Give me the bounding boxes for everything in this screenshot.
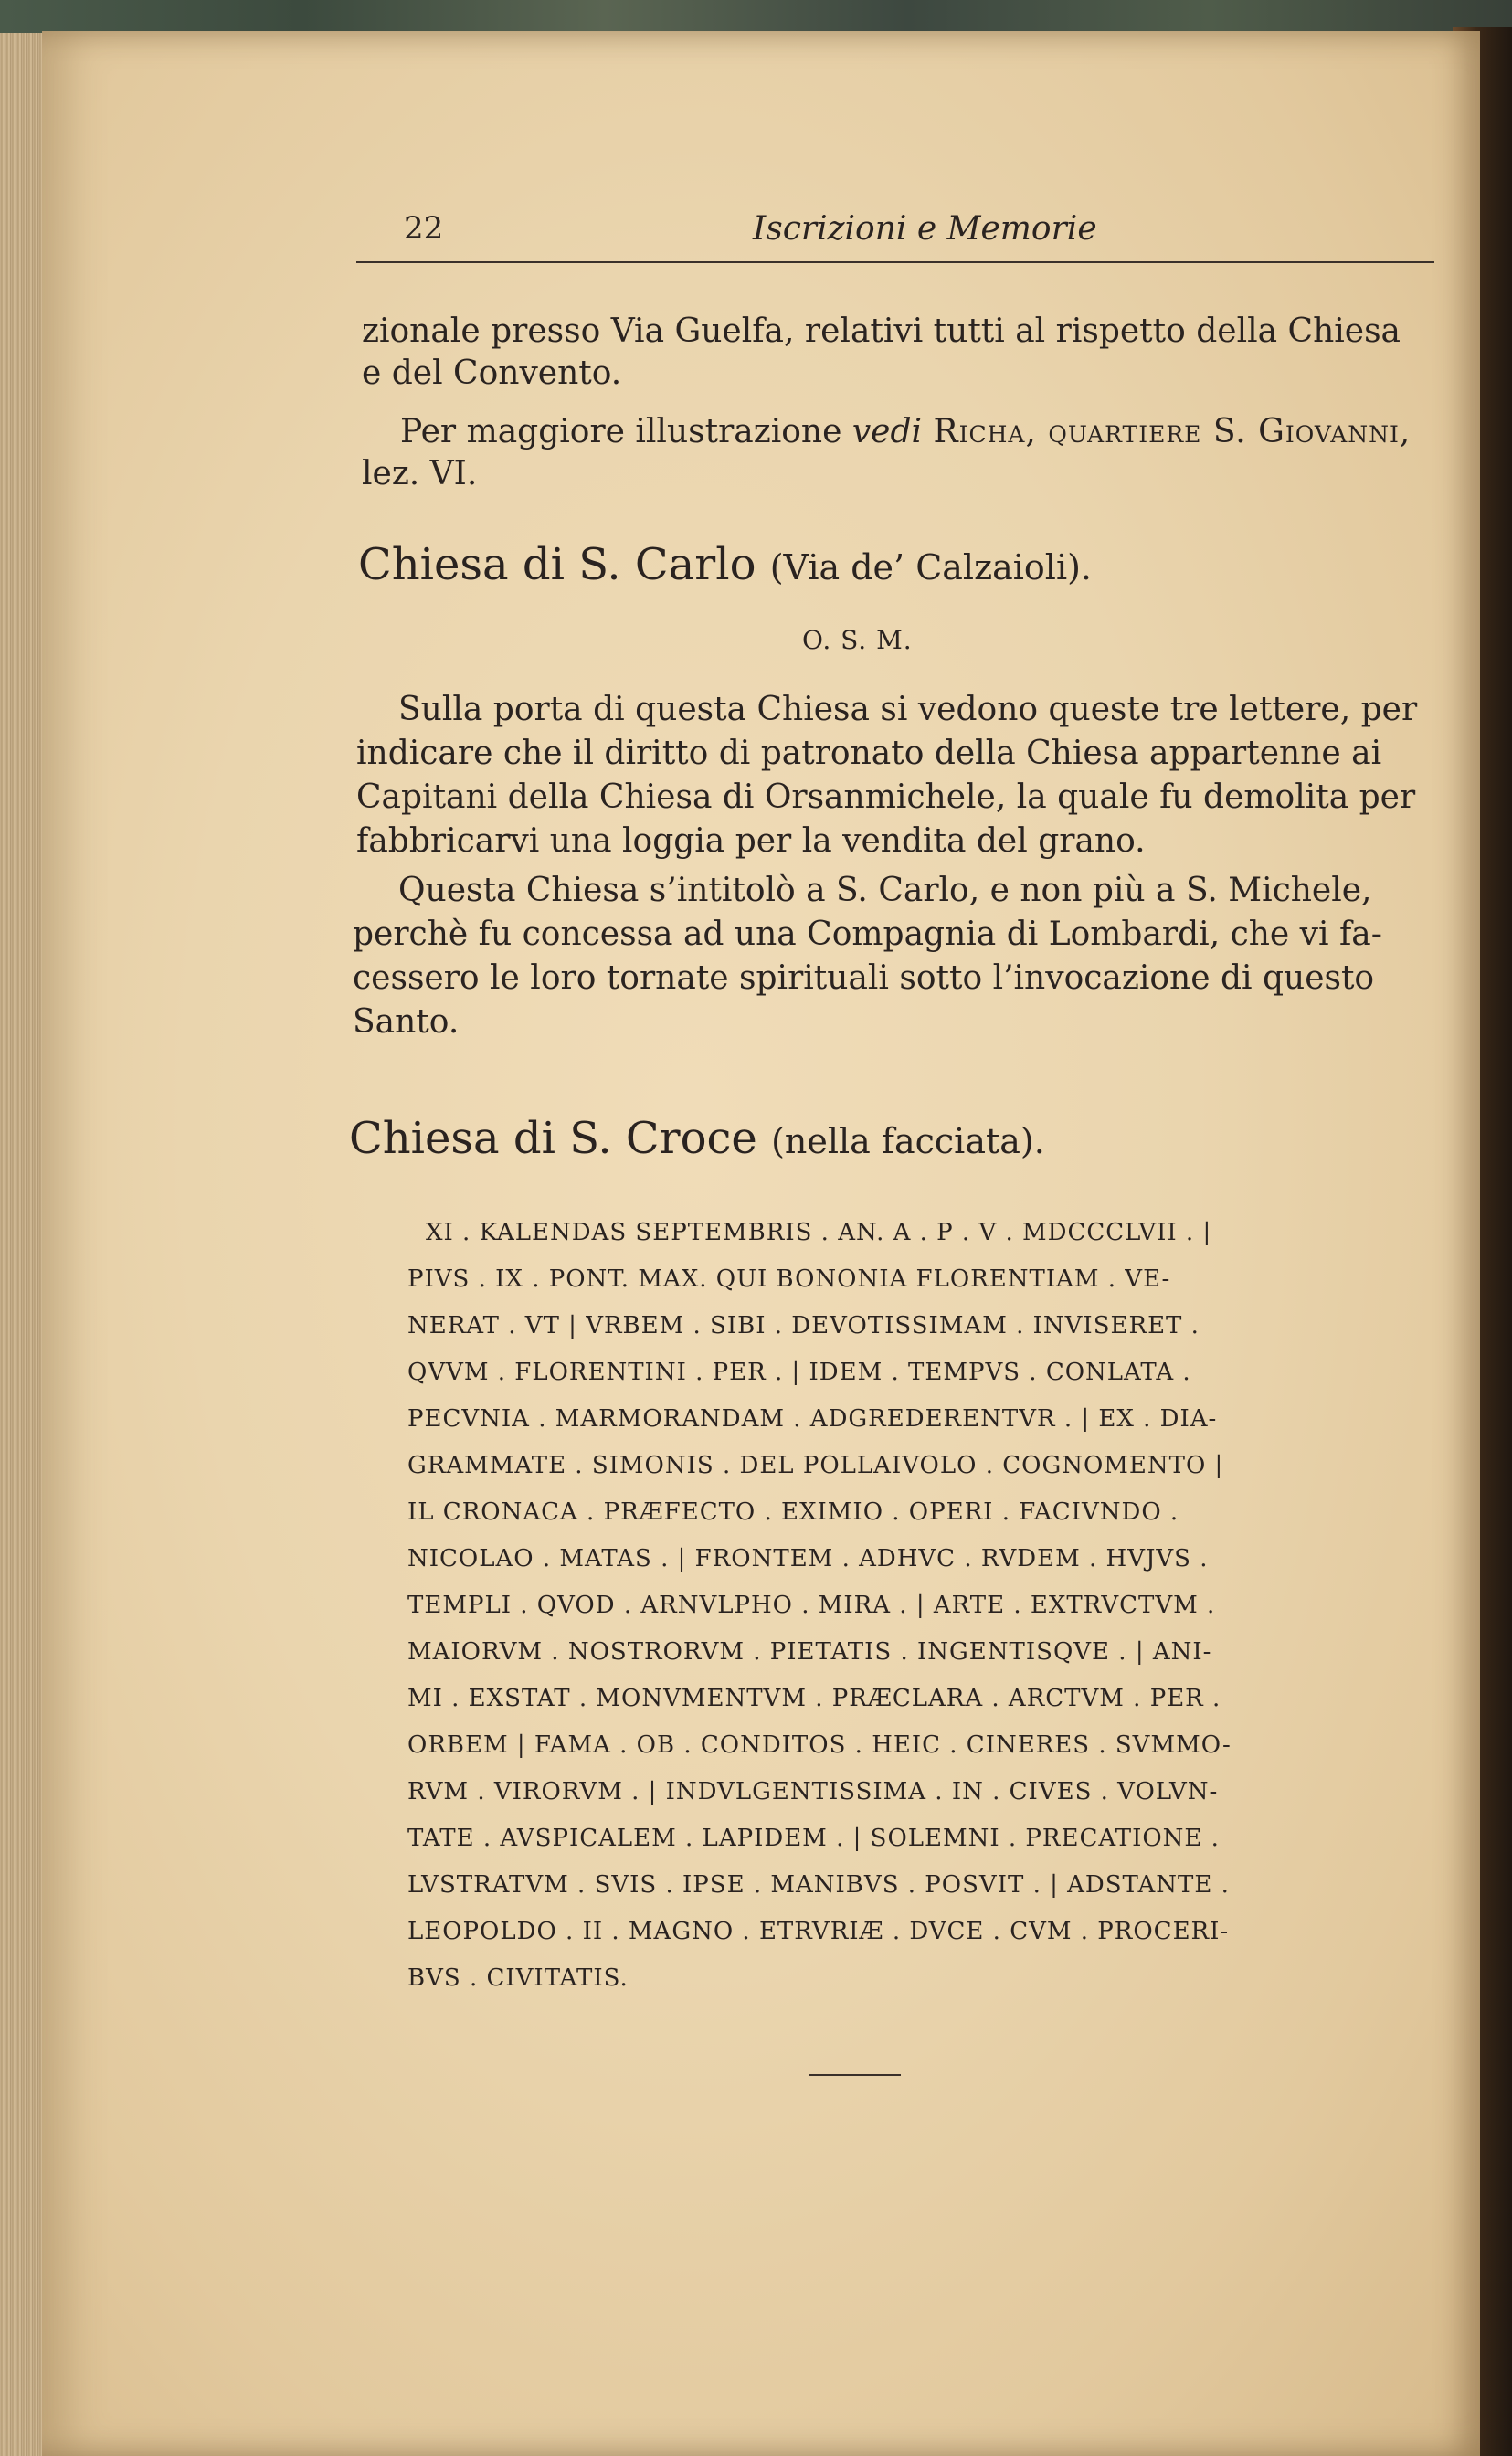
inscription-line: XI . KALENDAS SEPTEMBRIS . AN. A . P . V . MDCCCLVII . | [426,1219,1212,1246]
intro-line-4: lez. VI. [362,455,478,492]
inscription-line: NICOLAO . MATAS . | FRONTEM . ADHVC . RVDEM . HVJVS . [407,1545,1209,1572]
inscription-line: GRAMMATE . SIMONIS . DEL POLLAIVOLO . COGNOMENTO | [407,1452,1224,1479]
heading-s-carlo [358,539,1092,590]
inscription-line: MAIORVM . NOSTRORVM . PIETATIS . INGENTISQVE . | ANI- [407,1638,1212,1666]
heading-s-croce [349,1113,1045,1164]
heading-s-carlo-note: (Via de’ Calzaioli). [769,547,1092,588]
carlo-p1-line-4: fabbricarvi una loggia per la vendita del grano. [356,822,1146,860]
inscription-line: QVVM . FLORENTINI . PER . | IDEM . TEMPVS . CONLATA . [407,1359,1191,1386]
inscription-line: ORBEM | FAMA . OB . CONDITOS . HEIC . CINERES . SVMMO- [407,1731,1232,1759]
inscription-line: BVS . CIVITATIS. [407,1964,629,1992]
carlo-p2-line-2: perchè fu concessa ad una Compagnia di Lombardi, che vi fa- [353,916,1382,953]
inscription-line: NERAT . VT | VRBEM . SIBI . DEVOTISSIMAM . INVISERET . [407,1312,1200,1339]
carlo-p1-line-1: Sulla porta di questa Chiesa si vedono queste tre lettere, per [398,691,1418,728]
inscription-line: RVM . VIRORVM . | INDVLGENTISSIMA . IN . CIVES . VOLVN- [407,1778,1219,1805]
intro-line-2: e del Convento. [362,355,622,392]
heading-s-croce-title: Chiesa di S. Croce [349,1113,757,1164]
intro-line-3 [400,411,1411,453]
intro-line-3-vedi: vedi [851,413,923,450]
inscription-line: MI . EXSTAT . MONVMENTVM . PRÆCLARA . ARCTVM . PER . [407,1685,1221,1712]
header-rule [356,261,1434,263]
running-title: Iscrizioni e Memorie [753,210,1097,248]
carlo-p2-line-4: Santo. [353,1003,460,1041]
carlo-p2-line-1: Questa Chiesa s’intitolò a S. Carlo, e non più a S. Michele, [398,872,1372,909]
intro-line-3-post: Richa, quartiere S. Giovanni, [922,413,1412,450]
page-number: 22 [404,210,444,247]
inscription-line: IL CRONACA . PRÆFECTO . EXIMIO . OPERI . FACIVNDO . [407,1498,1179,1526]
inscription-line: TATE . AVSPICALEM . LAPIDEM . | SOLEMNI . PRECATIONE . [407,1825,1220,1852]
inscription-line: LEOPOLDO . II . MAGNO . ETRVRIÆ . DVCE . CVM . PROCERI- [407,1918,1230,1945]
heading-s-croce-note: (nella facciata). [771,1121,1045,1161]
carlo-p1-line-3: Capitani della Chiesa di Orsanmichele, la quale fu demolita per [356,778,1416,816]
inscription-line: TEMPLI . QVOD . ARNVLPHO . MIRA . | ARTE . EXTRVCTVM . [407,1592,1216,1619]
inscription-line: LVSTRATVM . SVIS . IPSE . MANIBVS . POSVIT . | ADSTANTE . [407,1871,1230,1899]
inscription-line: PECVNIA . MARMORANDAM . ADGREDERENTVR . | EX . DIA- [407,1405,1218,1433]
heading-s-carlo-title: Chiesa di S. Carlo [358,539,756,590]
book-page [42,31,1480,2456]
inscription-line: PIVS . IX . PONT. MAX. QUI BONONIA FLORENTIAM . VE- [407,1265,1171,1293]
carlo-p2-line-3: cessero le loro tornate spirituali sotto l’invocazione di questo [353,959,1375,997]
end-rule [809,2074,901,2076]
carlo-p1-line-2: indicare che il diritto di patronato della Chiesa appartenne ai [356,735,1382,772]
inscription-osm: O. S. M. [802,625,913,655]
intro-line-3-pre: Per maggiore illustrazione [400,413,852,450]
intro-line-1: zionale presso Via Guelfa, relativi tutti al rispetto della Chiesa [362,312,1401,350]
